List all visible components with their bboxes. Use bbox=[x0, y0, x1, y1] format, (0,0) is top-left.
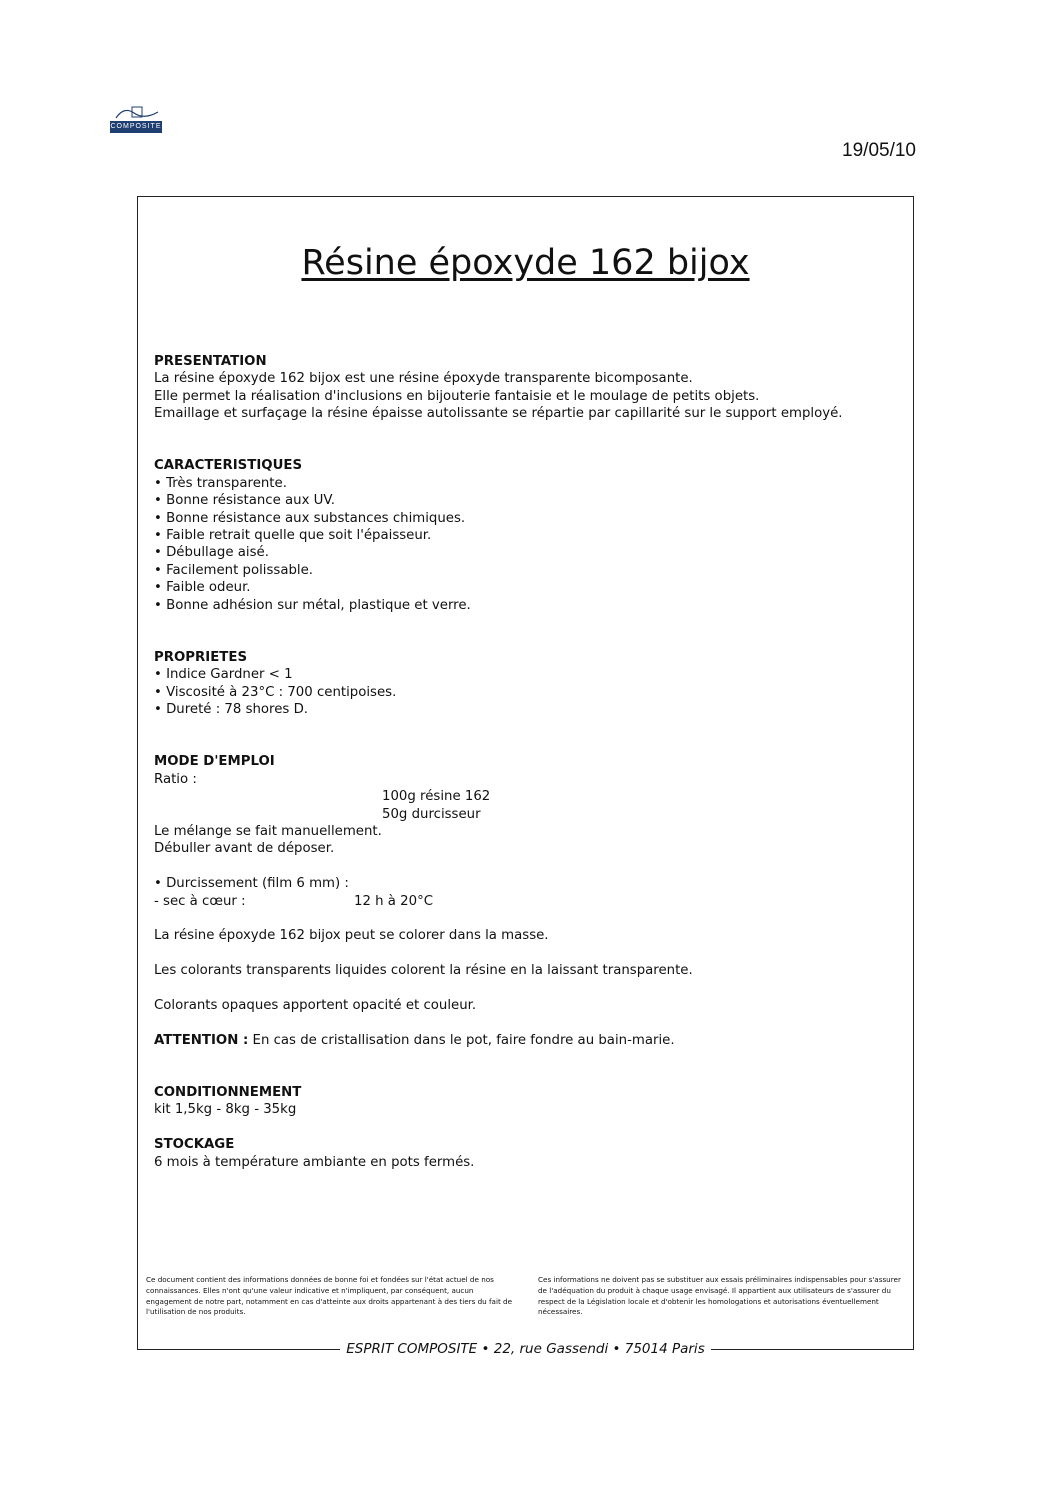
disclaimer-right: Ces informations ne doivent pas se substituer aux essais préliminaires indispensables pour s'assurer de l'adéquation du produit à chaque usage envisagé. Il appartient aux utilisateurs de s'assurer du respect de la Législation locale et d'obtenir les homologations et autorisations éventuellement nécessaires. bbox=[538, 1275, 901, 1317]
conditionnement-heading: CONDITIONNEMENT bbox=[154, 1084, 302, 1100]
attention-text: En cas de cristallisation dans le pot, faire fondre au bain-marie. bbox=[248, 1032, 675, 1048]
color-mass-text: La résine époxyde 162 bijox peut se colorer dans la masse. bbox=[154, 928, 549, 944]
caracteristique-item: • Bonne adhésion sur métal, plastique et verre. bbox=[154, 597, 471, 613]
ratio-label: Ratio : bbox=[154, 771, 197, 787]
mixing-instruction: Le mélange se fait manuellement. bbox=[154, 823, 382, 839]
presentation-line: Elle permet la réalisation d'inclusions en bijouterie fantaisie et le moulage de petits objets. bbox=[154, 388, 760, 404]
debubbling-instruction: Débuller avant de déposer. bbox=[154, 841, 335, 857]
logo-wordmark: COMPOSITE bbox=[110, 121, 162, 133]
conditionnement-text: kit 1,5kg - 8kg - 35kg bbox=[154, 1102, 297, 1118]
company-address-footer bbox=[138, 1341, 913, 1357]
presentation-line: La résine époxyde 162 bijox est une résine époxyde transparente bicomposante. bbox=[154, 371, 693, 387]
product-title: Résine époxyde 162 bijox bbox=[301, 243, 750, 283]
caracteristique-item: • Très transparente. bbox=[154, 475, 287, 491]
presentation-line: Emaillage et surfaçage la résine épaisse autolissante se répartie par capillarité sur le support employé. bbox=[154, 406, 843, 422]
caracteristique-item: • Facilement polissable. bbox=[154, 562, 314, 578]
caracteristiques-heading: CARACTERISTIQUES bbox=[154, 458, 303, 474]
logo-mark-icon bbox=[114, 104, 160, 120]
caracteristique-item: • Faible retrait quelle que soit l'épaisseur. bbox=[154, 528, 432, 544]
attention-note bbox=[154, 1032, 894, 1049]
stockage-heading: STOCKAGE bbox=[154, 1137, 235, 1153]
propriete-item: • Viscosité à 23°C : 700 centipoises. bbox=[154, 684, 397, 700]
caracteristique-item: • Bonne résistance aux substances chimiques. bbox=[154, 510, 466, 526]
company-logo bbox=[110, 104, 162, 134]
document-date: 19/05/10 bbox=[842, 140, 916, 161]
color-opaque-text: Colorants opaques apportent opacité et couleur. bbox=[154, 997, 477, 1013]
propriete-item: • Dureté : 78 shores D. bbox=[154, 702, 309, 718]
cure-heading: • Durcissement (film 6 mm) : bbox=[154, 876, 349, 892]
footer-address: ESPRIT COMPOSITE • 22, rue Gassendi • 75014 Paris bbox=[340, 1341, 710, 1357]
document-content bbox=[154, 353, 894, 1171]
cure-value: 12 h à 20°C bbox=[354, 893, 434, 909]
caracteristique-item: • Débullage aisé. bbox=[154, 545, 269, 561]
propriete-item: • Indice Gardner < 1 bbox=[154, 667, 293, 683]
proprietes-heading: PROPRIETES bbox=[154, 649, 248, 665]
cure-row bbox=[154, 893, 894, 910]
mode-emploi-heading: MODE D'EMPLOI bbox=[154, 754, 275, 770]
caracteristique-item: • Faible odeur. bbox=[154, 580, 251, 596]
disclaimer-left: Ce document contient des informations données de bonne foi et fondées sur l'état actuel de nos connaissances. Elles n'ont qu'une valeur indicative et n'impliquent, par conséquent, aucun engagement de notre part, notamment en cas d'atteinte aux droits appartenant à des tiers du fait de l'utilisation de nos produits. bbox=[146, 1275, 513, 1317]
stockage-text: 6 mois à température ambiante en pots fermés. bbox=[154, 1154, 475, 1170]
legal-disclaimer bbox=[146, 1275, 910, 1318]
caracteristique-item: • Bonne résistance aux UV. bbox=[154, 493, 336, 509]
document-frame bbox=[137, 196, 914, 1357]
color-transparent-text: Les colorants transparents liquides colorent la résine en la laissant transparente. bbox=[154, 963, 693, 979]
attention-label: ATTENTION : bbox=[154, 1032, 249, 1048]
ratio-hardener: 50g durcisseur bbox=[382, 806, 481, 822]
cure-label: - sec à cœur : bbox=[154, 893, 246, 909]
presentation-heading: PRESENTATION bbox=[154, 354, 267, 369]
ratio-resin: 100g résine 162 bbox=[382, 789, 491, 805]
